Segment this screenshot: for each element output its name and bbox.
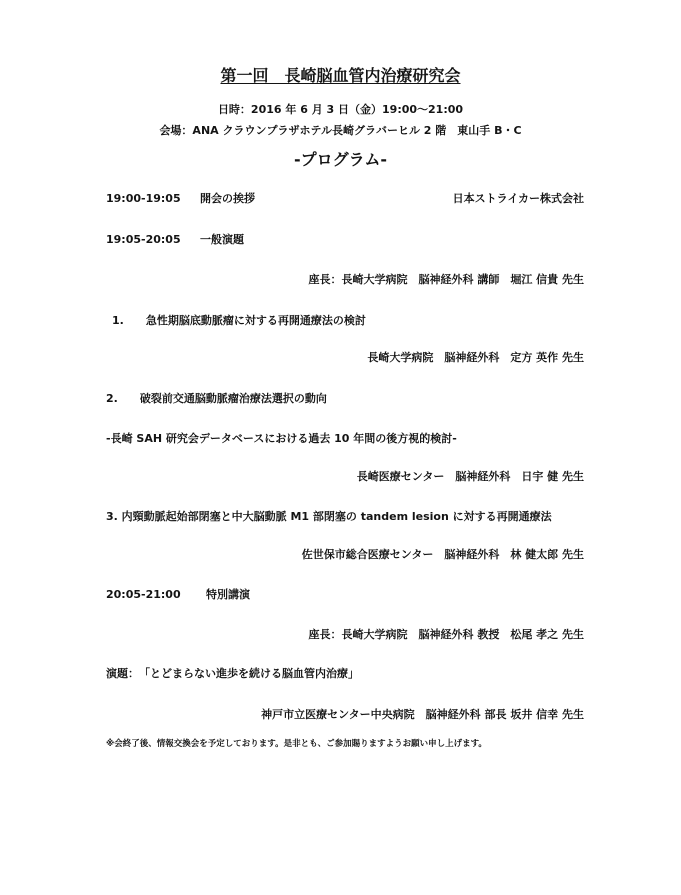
talk-2-speaker: 長崎医療センター 脳神経外科 日宇 健 先生 (356, 470, 584, 483)
special-lecture-title: 演題： 「とどまらない進歩を続ける脳血管内治療」 (106, 667, 359, 680)
talk-1-speaker: 長崎大学病院 脳神経外科 定方 英作 先生 (367, 351, 584, 364)
talk-3-title: 3. 内頸動脈起始部閉塞と中大脳動脈 M1 部閉塞の tandem lesion に対する再開通療法 (106, 510, 552, 523)
special-speaker: 神戸市立医療センター中央病院 脳神経外科 部長 坂井 信幸 先生 (261, 708, 584, 721)
event-datetime: 日時：2016 年 6 月 3 日（金）19:00～21:00 (217, 103, 464, 116)
document-title: 第一回 長崎脳血管内治療研究会 (220, 66, 461, 85)
program-heading: -プログラム- (293, 150, 388, 169)
event-venue: 会場：ANA クラウンプラザホテル長崎グラバーヒル 2 階 東山手 B・C (159, 124, 522, 137)
talk-1-title: 1. 急性期脳底動脈瘤に対する再開通療法の検討 (112, 314, 366, 327)
opening-time: 19:00-19:05 (106, 192, 181, 205)
general-time: 19:05-20:05 (106, 233, 181, 246)
talk-3-speaker: 佐世保市総合医療センター 脳神経外科 林 健太郎 先生 (301, 548, 584, 561)
general-label: 一般演題 (200, 233, 244, 246)
opening-sponsor: 日本ストライカー株式会社 (452, 192, 584, 205)
footer-note: ※会終了後、情報交換会を予定しております。是非とも、ご参加賜りますようお願い申し上げます。 (106, 739, 487, 749)
special-label: 特別講演 (206, 588, 250, 601)
opening-label: 開会の挨拶 (200, 192, 255, 205)
talk-2-subtitle: -長崎 SAH 研究会データベースにおける過去 10 年間の後方視的検討- (106, 432, 457, 445)
special-time: 20:05-21:00 (106, 588, 181, 601)
talk-2-title: 2. 破裂前交通脳動脈瘤治療法選択の動向 (106, 392, 327, 405)
general-chair: 座長：長崎大学病院 脳神経外科 講師 堀江 信貴 先生 (308, 273, 584, 286)
special-chair: 座長：長崎大学病院 脳神経外科 教授 松尾 孝之 先生 (308, 628, 584, 641)
